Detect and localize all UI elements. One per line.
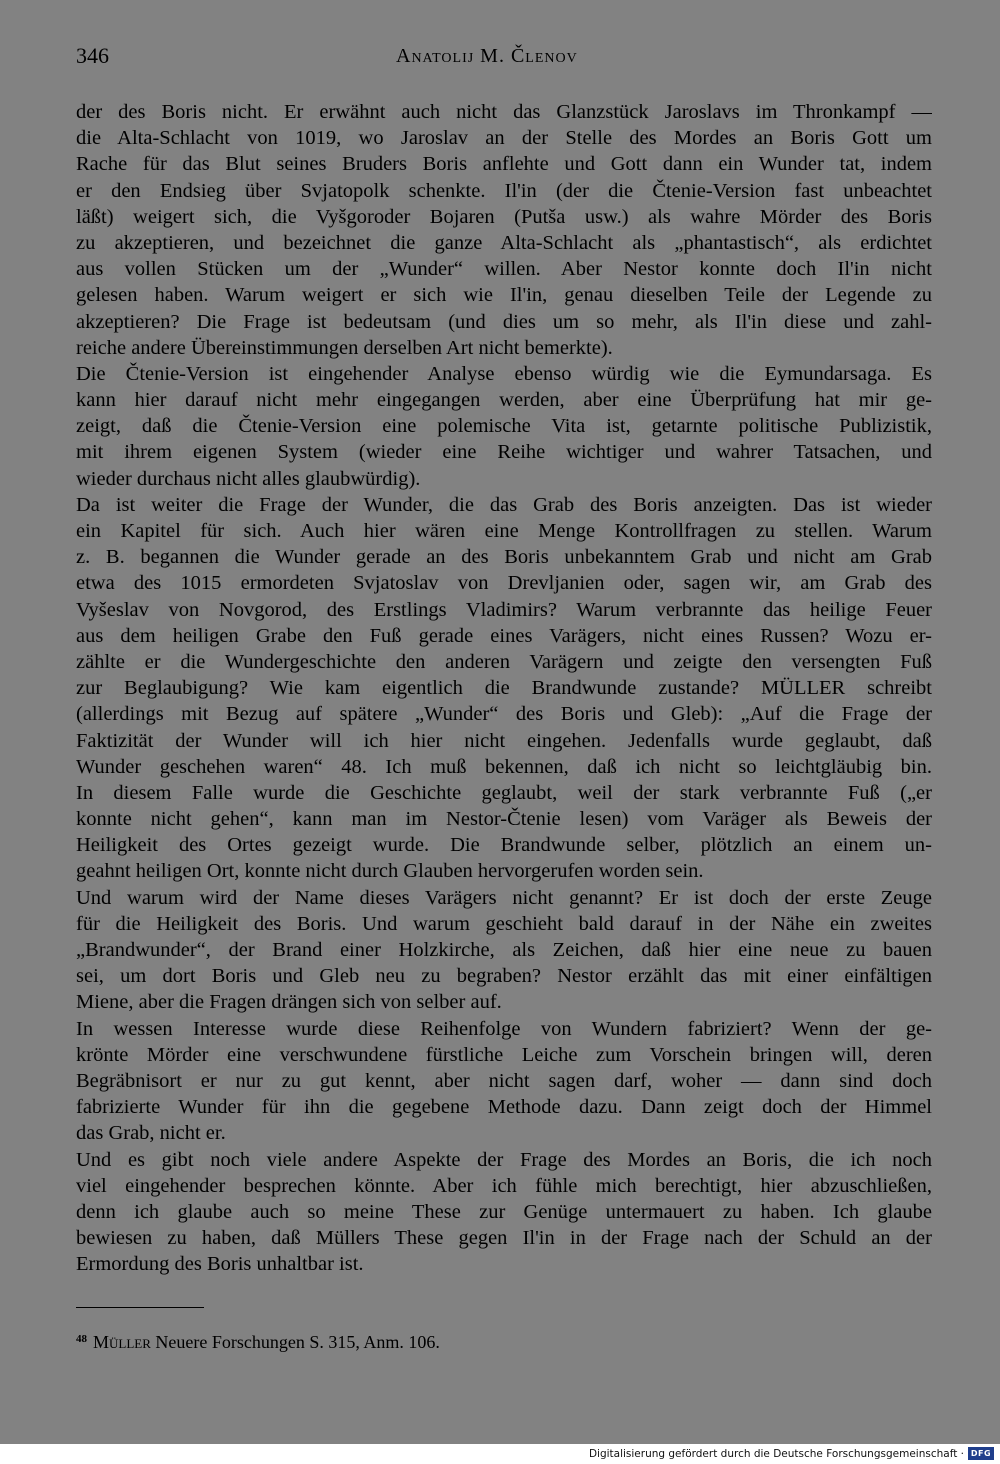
footnote-text: Neuere Forschungen S. 315, Anm. 106. — [155, 1332, 440, 1352]
running-head: Anatolij M. Členov — [396, 45, 578, 67]
text-line: Miene, aber die Fragen drängen sich von selber auf. — [76, 991, 502, 1014]
text-line: Ermordung des Boris unhaltbar ist. — [76, 1253, 364, 1276]
text-line: aus vollen Stücken um der „Wunder“ willen. Aber Nestor konnte doch Il'in nicht — [76, 258, 932, 281]
text-line: Rache für das Blut seines Bruders Boris anflehte und Gott dann ein Wunder tat, indem — [76, 153, 932, 176]
text-line: geahnt heiligen Ort, konnte nicht durch Glauben hervorgerufen worden sein. — [76, 860, 704, 883]
text-line: der des Boris nicht. Er erwähnt auch nicht das Glanzstück Jaroslavs im Thronkampf — — [76, 101, 932, 123]
text-line: Und warum wird der Name dieses Varägers nicht genannt? Er ist doch der erste Zeuge — [76, 886, 932, 909]
text-line: Heiligkeit des Ortes gezeigt wurde. Die Brandwunde selber, plötzlich an einem un- — [76, 834, 932, 857]
text-line: das Grab, nicht er. — [76, 1122, 226, 1145]
digitization-credit: Digitalisierung gefördert durch die Deutsche Forschungsgemeinschaft · — [588, 1448, 964, 1460]
body-text — [76, 99, 932, 1277]
text-line: er den Endsieg über Svjatopolk schenkte. Il'in (der die Čtenie-Version fast unbeachtet — [76, 179, 932, 202]
digitization-bar — [0, 1444, 1000, 1464]
text-line: ein Kapitel für sich. Auch hier wären eine Menge Kontrollfragen zu stellen. Warum — [76, 520, 932, 542]
text-line: sei, um dort Boris und Gleb neu zu begraben? Nestor erzählt das mit einer einfältigen — [76, 965, 932, 988]
dfg-logo[interactable]: DFG — [968, 1447, 994, 1460]
text-line: zur Beglaubigung? Wie kam eigentlich die Brandwunde zustande? MÜLLER schreibt — [76, 677, 932, 700]
text-line: bewiesen zu haben, daß Müllers These gegen Il'in in der Frage nach der Schuld an der — [76, 1227, 932, 1250]
text-line: Begräbnisort er nur zu gut kennt, aber nicht sagen darf, woher — dann sind doch — [76, 1069, 932, 1092]
text-line: Vyšeslav von Novgorod, des Erstlings Vladimirs? Warum verbrannte das heilige Feuer — [76, 598, 932, 621]
text-line: Die Čtenie-Version ist eingehender Analyse ebenso würdig wie die Eymundarsaga. Es — [76, 362, 932, 385]
text-line: aus dem heiligen Grabe den Fuß gerade eines Varägers, nicht eines Russen? Wozu er- — [76, 624, 932, 647]
text-line: läßt) weigert sich, die Vyšgoroder Bojaren (Putša usw.) als wahre Mörder des Boris — [76, 205, 932, 228]
text-line: viel eingehender besprechen könnte. Aber ich fühle mich berechtigt, hier abzuschließen, — [76, 1174, 932, 1197]
text-line: denn ich glaube auch so meine These zur Genüge untermauert zu haben. Ich glaube — [76, 1200, 932, 1223]
text-line: für die Heiligkeit des Boris. Und warum geschieht bald darauf in der Nähe ein zweites — [76, 912, 932, 935]
text-line: „Brandwunder“, der Brand einer Holzkirche, als Zeichen, daß hier eine neue zu bauen — [76, 939, 932, 961]
text-line: (allerdings mit Bezug auf spätere „Wunder“ des Boris und Gleb): „Auf die Frage der — [76, 703, 932, 726]
text-line: gelesen haben. Warum weigert er sich wie Il'in, genau dieselben Teile der Legende zu — [76, 284, 932, 307]
footnote — [76, 1326, 932, 1355]
text-line: Und es gibt noch viele andere Aspekte der Frage des Mordes an Boris, die ich noch — [76, 1148, 932, 1171]
page-header — [76, 40, 930, 72]
text-line: In diesem Falle wurde die Geschichte geglaubt, weil der stark verbrannte Fuß („er — [76, 781, 932, 804]
text-line: z. B. begannen die Wunder gerade an des Boris unbekanntem Grab und nicht am Grab — [76, 546, 932, 569]
footnote-number: 48 — [76, 1333, 87, 1345]
text-line: konnte nicht gehen“, kann man im Nestor-Čtenie lesen) vom Varäger als Beweis der — [76, 808, 932, 831]
text-line: kann hier darauf nicht mehr eingegangen werden, aber eine Überprüfung hat mir ge- — [76, 389, 932, 412]
text-line: reiche andere Übereinstimmungen derselben Art nicht bemerkte). — [76, 336, 613, 359]
text-line: die Alta-Schlacht von 1019, wo Jaroslav an der Stelle des Mordes an Boris Gott um — [76, 127, 932, 150]
text-line: krönte Mörder eine verschwundene fürstliche Leiche zum Vorschein bringen will, deren — [76, 1043, 932, 1066]
text-line: zu akzeptieren, und bezeichnet die ganze Alta-Schlacht als „phantastisch“, als erdichtet — [76, 231, 932, 254]
text-line: In wessen Interesse wurde diese Reihenfolge von Wundern fabriziert? Wenn der ge- — [76, 1017, 932, 1040]
text-line: akzeptieren? Die Frage ist bedeutsam (und dies um so mehr, als Il'in diese und zahl- — [76, 310, 932, 333]
text-line: mit ihrem eigenen System (wieder eine Reihe wichtiger und wahrer Tatsachen, und — [76, 441, 932, 464]
text-line: fabrizierte Wunder für ihn die gegebene Methode dazu. Dann zeigt doch der Himmel — [76, 1096, 932, 1119]
text-line: zeigt, daß die Čtenie-Version eine polemische Vita ist, getarnte politische Publizistik, — [76, 415, 932, 438]
page-number: 346 — [76, 43, 109, 68]
text-line: etwa des 1015 ermordeten Svjatoslav von Drevljanien oder, sagen wir, am Grab des — [76, 572, 932, 595]
text-line: Faktizität der Wunder will ich hier nicht eingehen. Jedenfalls wurde geglaubt, daß — [76, 729, 932, 752]
text-line: Da ist weiter die Frage der Wunder, die das Grab des Boris anzeigten. Das ist wieder — [76, 493, 932, 516]
text-line: Wunder geschehen waren“ 48. Ich muß bekennen, daß ich nicht so leichtgläubig bin. — [76, 755, 932, 778]
text-line: wieder durchaus nicht alles glaubwürdig). — [76, 467, 421, 490]
text-line: zählte er die Wundergeschichte den anderen Varägern und zeigte den versengten Fuß — [76, 650, 932, 673]
footnote-author: Müller — [93, 1332, 151, 1352]
footnote-rule — [76, 1307, 204, 1308]
